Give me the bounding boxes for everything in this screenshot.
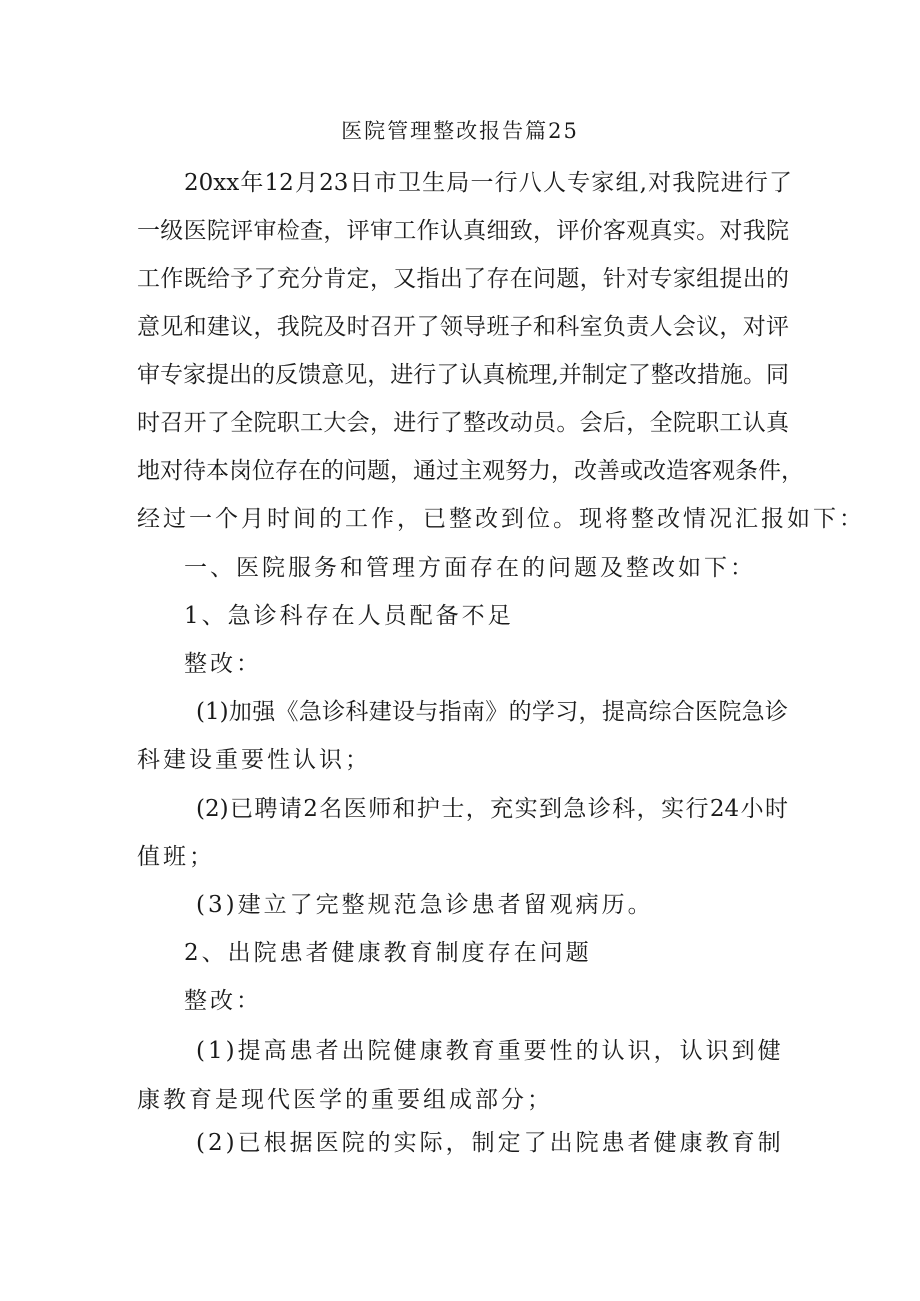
paragraph-line: 地对待本岗位存在的问题，通过主观努力，改善或改造客观条件， — [137, 458, 804, 484]
list-item: (2)已聘请2名医师和护士，充实到急诊科，实行24小时 — [196, 796, 788, 822]
list-item-continuation: 科建设重要性认识； — [137, 747, 371, 773]
list-item-continuation: 值班； — [137, 844, 215, 870]
list-item: (3)建立了完整规范急诊患者留观病历。 — [196, 892, 654, 918]
paragraph-line: 经过一个月时间的工作，已整改到位。现将整改情况汇报如下： — [137, 506, 865, 532]
subsection-heading: 2、出院患者健康教育制度存在问题 — [184, 940, 592, 966]
list-item: (1)提高患者出院健康教育重要性的认识，认识到健 — [196, 1038, 784, 1064]
paragraph-line: 时召开了全院职工大会，进行了整改动员。会后，全院职工认真 — [137, 410, 789, 436]
section-heading: 一、医院服务和管理方面存在的问题及整改如下： — [184, 555, 756, 581]
paragraph-line: 审专家提出的反馈意见，进行了认真梳理,并制定了整改措施。同 — [137, 362, 789, 388]
paragraph-line: 意见和建议，我院及时召开了领导班子和科室负责人会议，对评 — [137, 314, 789, 340]
rectification-label: 整改： — [184, 988, 262, 1014]
subsection-heading: 1、急诊科存在人员配备不足 — [184, 603, 514, 629]
rectification-label: 整改： — [184, 651, 262, 677]
list-item-continuation: 康教育是现代医学的重要组成部分； — [137, 1087, 553, 1113]
list-item: (1)加强《急诊科建设与指南》的学习，提高综合医院急诊 — [196, 699, 788, 725]
document-title: 医院管理整改报告篇25 — [341, 119, 579, 143]
paragraph-line: 一级医院评审检查，评审工作认真细致，评价客观真实。对我院 — [137, 218, 789, 244]
list-item: (2)已根据医院的实际，制定了出院患者健康教育制 — [196, 1130, 784, 1156]
paragraph-line: 工作既给予了充分肯定，又指出了存在问题，针对专家组提出的 — [137, 266, 789, 292]
paragraph-line: 20xx年12月23日市卫生局一行八人专家组,对我院进行了 — [184, 170, 792, 196]
